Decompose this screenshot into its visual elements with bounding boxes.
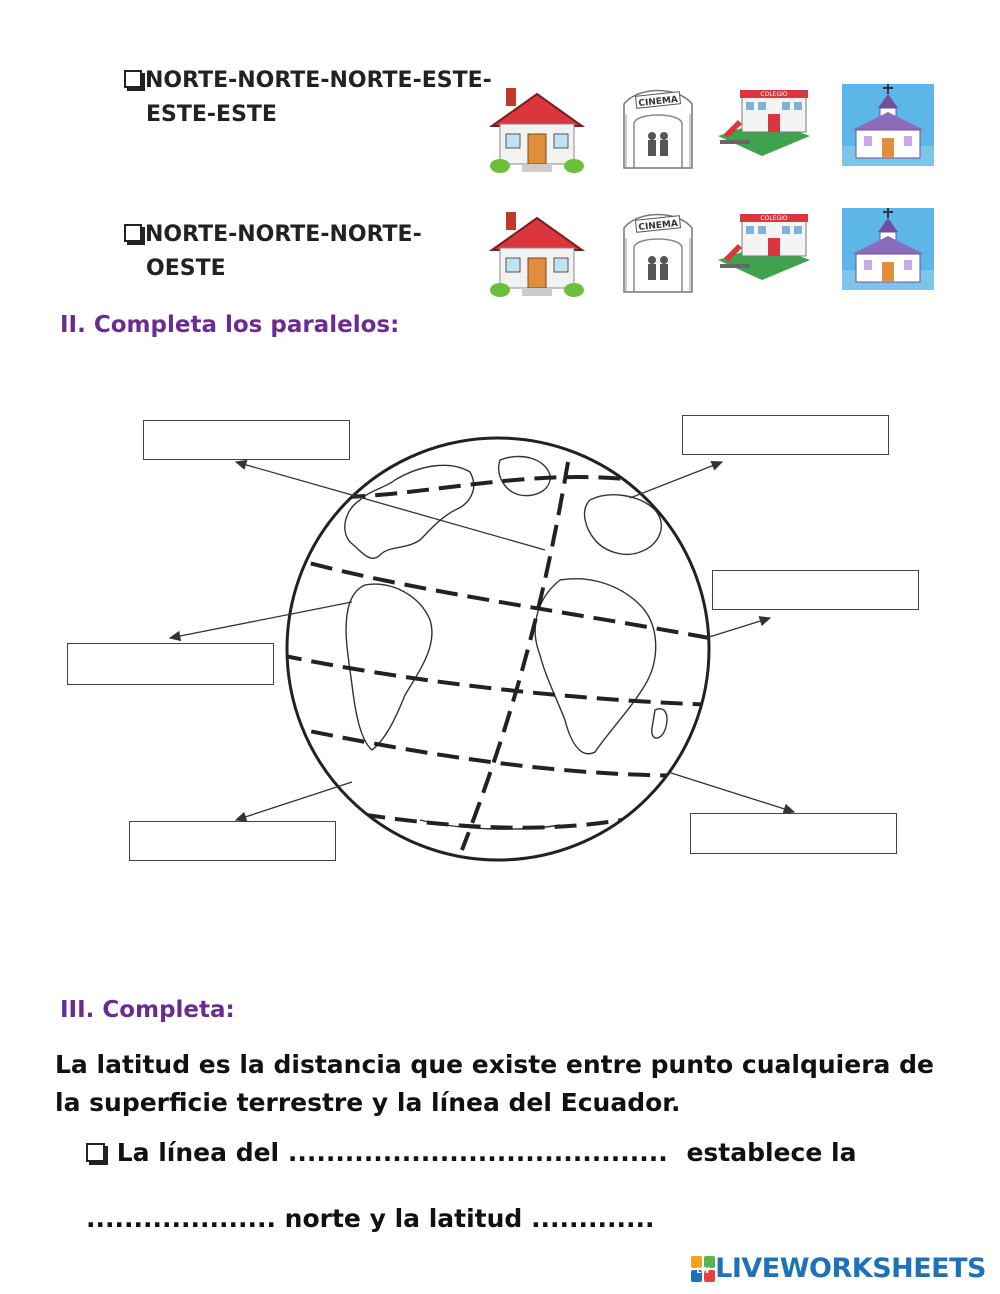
blank-2[interactable]: .................... bbox=[86, 1204, 276, 1233]
option-2-line1: NORTE-NORTE-NORTE- bbox=[145, 222, 422, 247]
arrow-bottom-right bbox=[668, 772, 794, 812]
section-3-title: III. Completa: bbox=[60, 997, 235, 1023]
cinema-icon[interactable] bbox=[618, 84, 698, 177]
checkbox[interactable] bbox=[86, 1143, 105, 1162]
school-icon[interactable] bbox=[716, 208, 812, 299]
globe bbox=[280, 438, 720, 860]
school-icon[interactable] bbox=[716, 84, 812, 175]
arrow-mid-right bbox=[706, 618, 770, 638]
fill-item-1 bbox=[86, 1136, 856, 1170]
section-2-title: II. Completa los paralelos: bbox=[60, 312, 400, 338]
arrow-bottom-left bbox=[236, 782, 352, 820]
logo-text: LIVEWORKSHEETS bbox=[715, 1253, 986, 1284]
answer-box-mid-right[interactable] bbox=[712, 570, 919, 610]
option-1[interactable] bbox=[124, 64, 492, 132]
house-icon[interactable] bbox=[488, 84, 586, 181]
house-icon[interactable] bbox=[488, 208, 586, 305]
definition-line-1: La latitud es la distancia que existe entre punto cualquiera de bbox=[55, 1050, 934, 1079]
checkbox[interactable] bbox=[124, 224, 142, 242]
option-2-line2: OESTE bbox=[146, 256, 226, 281]
option-2[interactable] bbox=[124, 218, 422, 286]
fill-item-2-middle: norte y la latitud bbox=[284, 1204, 523, 1233]
blank-1[interactable]: ........................................ bbox=[287, 1138, 668, 1167]
svg-text:COLEGIO: COLEGIO bbox=[760, 91, 788, 98]
arrow-top-right bbox=[630, 462, 722, 498]
answer-box-top-right[interactable] bbox=[682, 415, 889, 455]
answer-box-mid-left[interactable] bbox=[67, 643, 274, 685]
fill-item-2 bbox=[86, 1204, 655, 1233]
liveworksheets-logo-icon bbox=[691, 1256, 715, 1282]
logo-mark: LW bbox=[696, 1265, 710, 1275]
fill-item-1-suffix: establece la bbox=[686, 1138, 857, 1167]
option-1-line1: NORTE-NORTE-NORTE-ESTE- bbox=[145, 68, 492, 93]
latitude-definition bbox=[55, 1046, 955, 1122]
fill-item-1-prefix: La línea del bbox=[116, 1138, 280, 1167]
church-icon[interactable] bbox=[842, 208, 934, 295]
checkbox[interactable] bbox=[124, 70, 142, 88]
cinema-icon[interactable] bbox=[618, 208, 698, 301]
liveworksheets-logo[interactable] bbox=[691, 1253, 986, 1284]
option-1-line2: ESTE-ESTE bbox=[146, 102, 277, 127]
svg-text:CINEMA: CINEMA bbox=[638, 94, 679, 110]
church-icon[interactable] bbox=[842, 84, 934, 171]
svg-text:CINEMA: CINEMA bbox=[638, 218, 679, 234]
answer-box-top-left[interactable] bbox=[143, 420, 350, 460]
answer-box-bottom-right[interactable] bbox=[690, 813, 897, 854]
answer-box-bottom-left[interactable] bbox=[129, 821, 336, 861]
blank-3[interactable]: ............. bbox=[531, 1204, 655, 1233]
definition-line-2: la superficie terrestre y la línea del Ecuador. bbox=[55, 1088, 681, 1117]
svg-text:COLEGIO: COLEGIO bbox=[760, 215, 788, 222]
